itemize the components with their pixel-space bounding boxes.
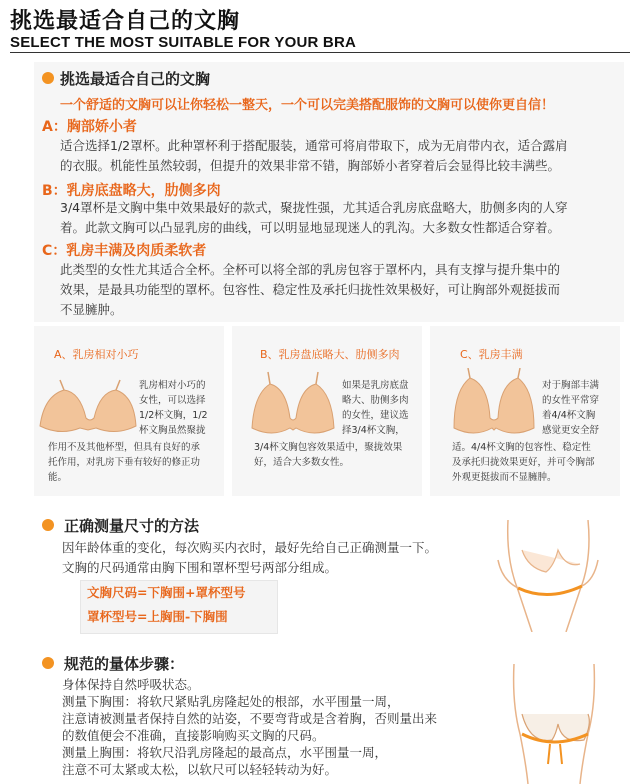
bullet-dot-icon — [42, 657, 54, 669]
three-quarter-cup-bra-icon — [248, 370, 338, 440]
page-subtitle: SELECT THE MOST SUITABLE FOR YOUR BRA — [10, 34, 357, 51]
half-cup-bra-icon — [36, 378, 140, 438]
card-side-text: 乳房相对小巧的 女性，可以选择 1/2杯文胸，1/2 杯文胸虽然聚拢 — [139, 380, 208, 436]
measure-intro: 因年龄体重的变化，每次购买内衣时，最好先给自己正确测量一下。 文胸的尺码通常由胸下围和罩杯型号两部分组成。 — [62, 540, 438, 575]
type-c-heading: C：乳房丰满及肉质柔软者 — [42, 243, 207, 259]
card-wide-base — [232, 326, 422, 496]
type-b-heading: B：乳房底盘略大，肋侧多肉 — [42, 183, 221, 199]
tagline: 一个舒适的文胸可以让你轻松一整天，一个可以完美搭配服饰的文胸可以使你更自信！ — [60, 98, 555, 113]
section-heading-steps: 规范的量体步骤： — [64, 655, 185, 673]
type-b-text: 3/4罩杯是文胸中集中效果最好的款式，聚拢性强，尤其适合乳房底盘略大，肋侧多肉的人穿 着。此款文胸可以凸显乳房的曲线，可以明显地显现迷人的乳沟。大多数女性都适合穿着。 — [60, 200, 568, 235]
card-bottom-text: 适。4/4杯文胸的包容性、稳定性 及承托归拢效果更好，并可令胸部 外观更挺拔而不显臃肿。 — [452, 442, 595, 483]
card-heading: A、乳房相对小巧 — [54, 348, 139, 361]
bullet-dot-icon — [42, 72, 54, 84]
card-bottom-text: 3/4杯文胸包容效果适中，聚拢效果 好，适合大多数女性。 — [254, 442, 403, 468]
title-divider — [10, 52, 630, 53]
bullet-dot-icon — [42, 519, 54, 531]
size-formula-box — [80, 580, 278, 634]
card-small-bust — [34, 326, 224, 496]
card-side-text: 对于胸部丰满 的女性平常穿 着4/4杯文胸 感觉更安全舒 — [542, 380, 600, 436]
section-heading-select: 挑选最适合自己的文胸 — [60, 70, 211, 88]
card-heading: B、乳房盘底略大、肋侧多肉 — [260, 348, 400, 361]
card-bottom-text: 作用不及其他杯型，但具有良好的承 托作用，对乳房下垂有较好的修正功 能。 — [48, 442, 201, 483]
section-heading-measure: 正确测量尺寸的方法 — [64, 517, 200, 535]
card-heading: C、乳房丰满 — [460, 348, 523, 361]
page-title: 挑选最适合自己的文胸 — [10, 9, 241, 34]
card-side-text: 如果是乳房底盘 略大、肋侧多肉 的女性，建议选 择3/4杯文胸， — [342, 380, 409, 436]
measure-bust-illustration — [500, 664, 608, 784]
type-c-text: 此类型的女性尤其适合全杯。全杯可以将全部的乳房包容于罩杯内，具有支撑与提升集中的 效果，是最具功能型的罩杯。包容性、稳定性及承托归拢性效果极好，可让胸部外观挺拔而 不显臃肿。 — [60, 262, 561, 317]
formula-bra-size: 文胸尺码=下胸围+罩杯型号 — [87, 585, 246, 600]
type-a-heading: A：胸部娇小者 — [42, 119, 137, 135]
card-full-bust — [430, 326, 620, 496]
type-a-text: 适合选择1/2罩杯。此种罩杯利于搭配服装，通常可将肩带取下，成为无肩带内衣，适合露肩 的衣服。机能性虽然较弱，但提升的效果非常不错，胸部娇小者穿着后会显得比较丰满些。 — [60, 138, 568, 173]
full-cup-bra-icon — [450, 368, 538, 440]
measure-underbust-illustration — [488, 520, 608, 632]
measure-steps: 身体保持自然呼吸状态。 测量下胸围：将软尺紧贴乳房隆起处的根部，水平围量一周， 注意请被测量者保持自然的站姿，不要弯背或是含着胸，否则量出来 的数值便会不准确，直接影响购买文胸的尺码。 测量上胸围：将软尺沿乳房隆起的最高点，水平围量一周， 注意不可太紧或太松，以软尺可以轻轻转动为好。 — [62, 677, 438, 777]
formula-cup-size: 罩杯型号=上胸围-下胸围 — [87, 609, 228, 624]
